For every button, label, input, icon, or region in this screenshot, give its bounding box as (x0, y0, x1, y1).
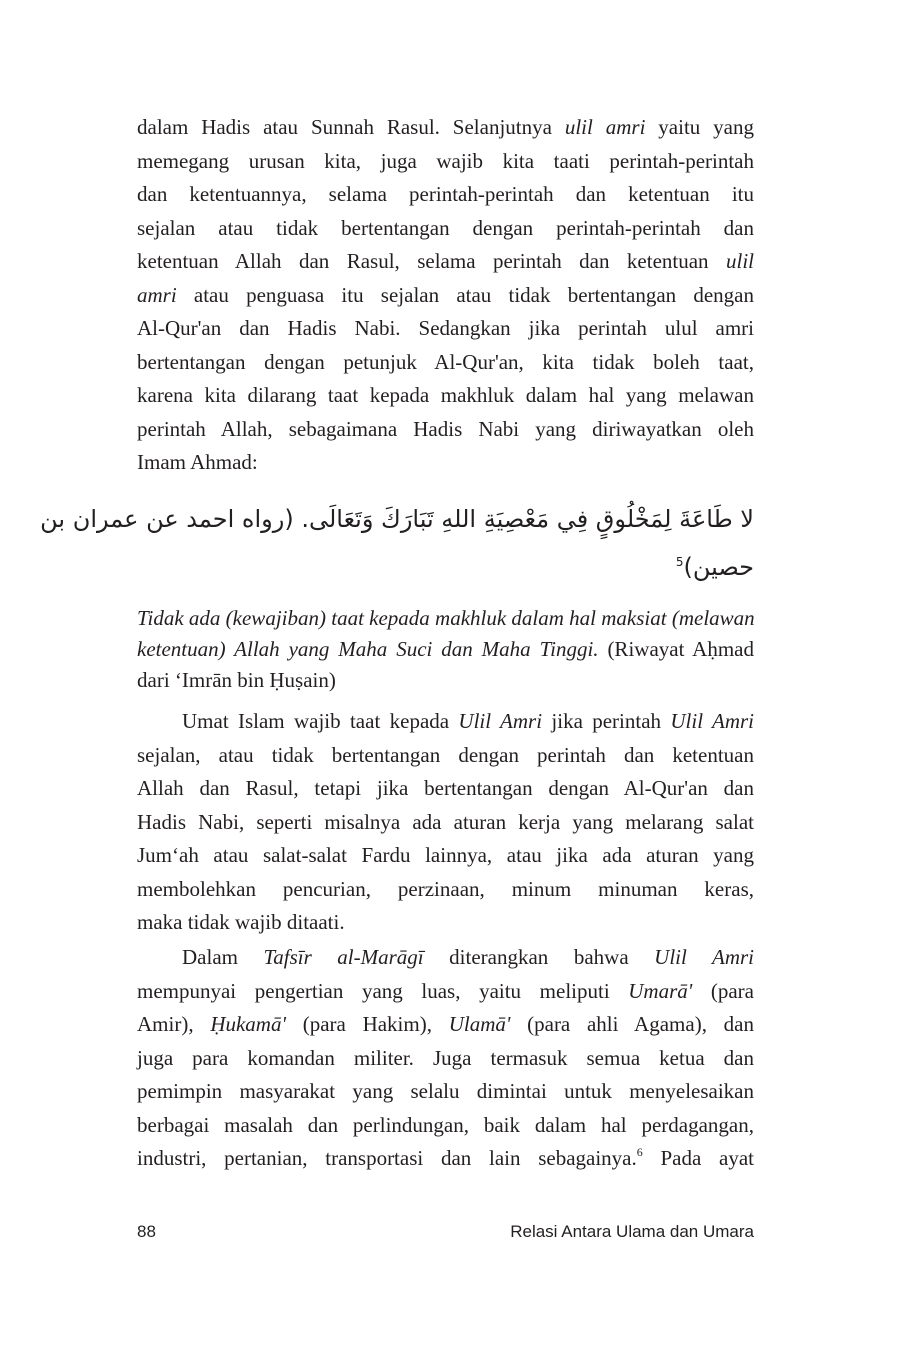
text-segment: Allah dan Rasul, tetapi jika bertentangan dengan Al-Qur'an dan (137, 776, 754, 800)
arabic-line-2 (137, 543, 754, 591)
italic-term: Ḥukamā' (210, 1012, 286, 1036)
hadith-translation (137, 603, 754, 696)
text-line (137, 379, 754, 413)
text-segment: (para ahli Agama), dan (510, 1012, 755, 1036)
text-segment: sejalan, atau tidak bertentangan dengan perintah dan ketentuan (137, 742, 754, 767)
text-line (137, 873, 754, 907)
text-segment: perintah Allah, sebagaimana Hadis Nabi yang diriwayatkan oleh (137, 416, 754, 441)
text-segment: dari ‘Imrān bin Ḥuṣain) (137, 668, 336, 692)
text-line (137, 634, 754, 665)
text-line (137, 279, 754, 313)
text-line (137, 772, 754, 806)
text-segment: pemimpin masyarakat yang selalu dimintai untuk menyelesaikan (137, 1079, 754, 1103)
paragraph-3 (137, 941, 754, 1176)
text-line (137, 705, 754, 739)
text-segment: dan ketentuannya, selama perintah-perintah dan ketentuan itu (137, 182, 754, 206)
text-segment: (Riwayat Aḥmad (598, 637, 754, 661)
text-line (137, 1008, 754, 1042)
text-segment: jika perintah (542, 709, 671, 733)
page-number: 88 (137, 1222, 156, 1241)
text-line (137, 446, 754, 480)
italic-term: Ulil Amri (670, 709, 755, 733)
arabic-line-1: لا طَاعَةَ لِمَخْلُوقٍ فِي مَعْصِيَةِ اللهِ تَبَارَكَ وَتَعَالَى. (رواه احمد عن عمران بن (40, 505, 754, 533)
text-segment: maka tidak wajib ditaati. (137, 910, 345, 934)
running-title: Relasi Antara Ulama dan Umara (510, 1222, 754, 1241)
text-segment: juga para komandan militer. Juga termasuk semua ketua dan (137, 1045, 754, 1070)
text-line (137, 145, 754, 179)
text-segment: mempunyai pengertian yang luas, yaitu meliputi (137, 978, 629, 1003)
text-line (137, 1075, 754, 1109)
text-line (137, 975, 754, 1009)
text-segment: ketentuan Allah dan Rasul, selama perintah dan ketentuan (137, 249, 726, 273)
text-segment: Dalam (182, 945, 264, 969)
arabic-hadith (40, 495, 754, 591)
text-line (137, 1042, 754, 1076)
italic-term: Ulil Amri (458, 709, 543, 733)
paragraph-1 (137, 111, 754, 480)
italic-term: Tafsīr al-Marāgī (263, 945, 424, 969)
italic-term: Ulil Amri (654, 945, 754, 969)
text-segment: Jum‘ah atau salat-salat Fardu lainnya, atau jika ada aturan yang (137, 843, 754, 867)
paragraph-2 (137, 705, 754, 940)
text-line (137, 941, 754, 975)
text-segment: Hadis Nabi, seperti misalnya ada aturan kerja yang melarang salat (137, 809, 754, 834)
text-line (137, 178, 754, 212)
text-line (137, 839, 754, 873)
text-line (137, 603, 754, 634)
footnote-ref-5: 5 (675, 555, 684, 569)
footnote-ref: 6 (636, 1145, 643, 1159)
text-line (137, 806, 754, 840)
italic-term: amri (137, 282, 177, 307)
text-segment: sejalan atau tidak bertentangan dengan perintah-perintah dan (137, 215, 754, 240)
text-segment: diterangkan bahwa (423, 945, 655, 969)
text-line (137, 312, 754, 346)
text-segment: Umat Islam wajib taat kepada (182, 709, 459, 733)
text-line (137, 212, 754, 246)
text-segment: membolehkan pencurian, perzinaan, minum minuman keras, (137, 876, 754, 901)
text-segment: industri, pertanian, transportasi dan lain sebagainya. (137, 1146, 637, 1170)
italic-term: ulil (725, 249, 754, 273)
text-segment: karena kita dilarang taat kepada makhluk dalam hal yang melawan (137, 383, 754, 407)
arabic-line-2-text: حصين) (683, 553, 754, 581)
text-segment: berbagai masalah dan perlindungan, baik dalam hal perdagangan, (137, 1112, 754, 1137)
text-segment: atau penguasa itu sejalan atau tidak bertentangan dengan (176, 282, 754, 307)
text-segment: bertentangan dengan petunjuk Al-Qur'an, kita tidak boleh taat, (137, 349, 754, 374)
text-segment: memegang urusan kita, juga wajib kita taati perintah-perintah (137, 148, 754, 173)
text-segment: Imam Ahmad: (137, 450, 258, 474)
italic-term: Ulamā' (448, 1012, 511, 1036)
text-segment: Amir), (137, 1012, 211, 1036)
text-line (137, 906, 754, 940)
text-line (137, 739, 754, 773)
text-line (137, 111, 754, 145)
text-line (137, 346, 754, 380)
italic-term: Tidak ada (kewajiban) taat kepada makhluk dalam hal maksiat (melawan (137, 606, 755, 630)
text-line (137, 665, 754, 696)
text-segment: Pada ayat (642, 1146, 754, 1170)
text-segment: (para (692, 978, 754, 1003)
italic-term: ketentuan) Allah yang Maha Suci dan Maha Tinggi. (137, 637, 599, 661)
text-line (137, 413, 754, 447)
text-segment: dalam Hadis atau Sunnah Rasul. Selanjutnya (137, 115, 565, 139)
text-segment: (para Hakim), (285, 1012, 449, 1036)
text-line (137, 1142, 754, 1176)
text-segment: Al-Qur'an dan Hadis Nabi. Sedangkan jika perintah ulul amri (137, 316, 754, 340)
text-line (137, 245, 754, 279)
text-segment: yaitu yang (645, 115, 755, 139)
text-line (137, 1109, 754, 1143)
italic-term: ulil amri (564, 115, 646, 139)
italic-term: Umarā' (628, 978, 693, 1003)
